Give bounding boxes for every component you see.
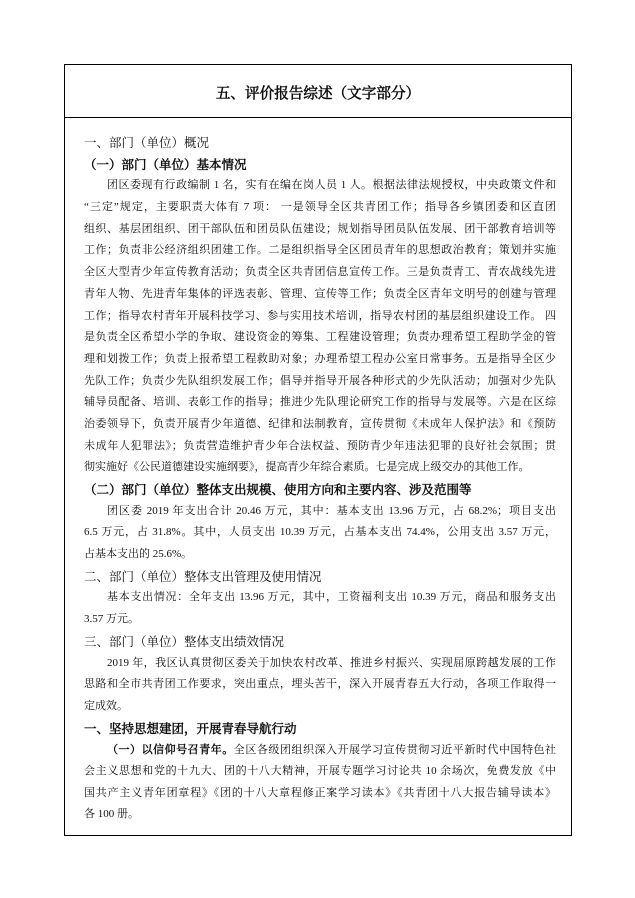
action-heading: 一、坚持思想建团，开展青春导航行动: [84, 720, 297, 736]
text-line: 思路和全市共青团工作要求，突出重点，埋头苦干，深入开展青春五大行动，各项工作取得一: [84, 678, 556, 691]
text-line: 理和划拨工作；负责上报希望工程救助对象；办理希望工程办公室日常事务。五是指导全区少: [84, 352, 556, 365]
paragraph-management: [84, 587, 556, 630]
text-line: 先队工作；负责少先队组织发展工作；倡导并指导开展各种形式的少先队活动；加强对少先队: [84, 374, 556, 387]
paragraph-performance-intro: [84, 653, 556, 718]
text-line: 是负责全区希望小学的争取、建设资金的筹集、工程建设管理；负责办理希望工程助学金的管: [84, 331, 556, 344]
text-line-remainder: 全区各级团组织深入开展学习宣传贯彻习近平新时代中国特色社: [233, 744, 556, 757]
text-line: 占基本支出的 25.6%。: [84, 548, 193, 561]
text-line: 会主义思想和党的十九大、团的十八大精神，开展专题学习讨论共 10 余场次，免费发放《中: [84, 764, 556, 777]
text-line: 未成年人犯罪法》；负责营造维护青少年合法权益、预防青少年违法犯罪的良好社会氛围；贯: [84, 439, 556, 452]
text-line: 工作；指导农村青年开展科技学习、参与实用技术培训，指导农村团的基层组织建设工作。 四: [84, 309, 556, 322]
title-row: [65, 65, 571, 118]
text-line: “三定”规定，主要职责大体有 7 项： 一是领导全区共青团工作；指导各乡镇团委和区直团: [84, 201, 556, 214]
text-line: 青年人物、先进青年集体的评选表彰、管理、宣传等工作；负责全区青年文明号的创建与管理: [84, 287, 556, 300]
text-line: 3.57 万元。: [84, 613, 139, 626]
text-line: 各 100 册。: [84, 808, 139, 821]
text-line: 治委领导下，负责开展青少年道德、纪律和法制教育，宣传贯彻《未成年人保护法》和《预防: [84, 417, 556, 430]
text-line: 全区大型青少年宣传教育活动；负责全区共青团信息宣传工作。三是负责青工、青农战线先进: [84, 266, 556, 279]
subsection-heading-basic-info: （一）部门（单位）基本情况: [84, 156, 247, 172]
lead-text: （一）以信仰号召青年。: [107, 743, 234, 757]
text-line: 6.5 万元，占 31.8%。其中，人员支出 10.39 万元，占基本支出 74.4%，公用支出 3.57 万元，: [84, 526, 556, 539]
text-line: 团区委现有行政编制 1 名，实有在编在岗人员 1 人。根据法律法规授权，中央政策文件和: [107, 179, 556, 192]
text-line: 国共产主义青年团章程》《团的十八大章程修正案学习读本》《共青团十八大报告辅导读本》: [84, 786, 556, 799]
text-line: 辅导员配备、培训、表彰工作的指导；推进少先队理论研究工作的指导与发展等。六是在区综: [84, 396, 556, 409]
text-line: 团区委 2019 年支出合计 20.46 万元，其中：基本支出 13.96 万元，占 68.2%；项目支出: [107, 504, 556, 517]
text-line: 基本支出情况：全年支出 13.96 万元，其中，工资福利支出 10.39 万元，商品和服务支出: [107, 591, 556, 604]
report-title: 五、评价报告综述（文字部分）: [215, 85, 421, 102]
report-table: [64, 64, 572, 836]
paragraph-action-1: [84, 739, 556, 826]
section-heading-overview: 一、部门（单位）概况: [84, 135, 210, 150]
paragraph-basic-info: [84, 175, 556, 479]
text-line: [84, 739, 556, 761]
paragraph-expenditure-scale: [84, 501, 556, 566]
text-line: 彻实施好《公民道德建设实施纲要》，提高青少年综合素质。七是完成上级交办的其他工作。: [84, 461, 530, 474]
section-heading-performance: 三、部门（单位）整体支出绩效情况: [84, 633, 285, 649]
text-line: 工作；负责非公经济组织团建工作。二是组织指导全区团员青年的思想政治教育；策划并实施: [84, 244, 556, 257]
section-heading-management: 二、部门（单位）整体支出管理及使用情况: [84, 568, 322, 584]
text-line: 定成效。: [84, 699, 128, 712]
subsection-heading-expenditure-scale: （二）部门（单位）整体支出规模、使用方向和主要内容、涉及范围等: [84, 482, 472, 497]
text-line: 组织、基层团组织、团干部队伍和团员队伍建设；规划指导团员队伍发展、团干部教育培训等: [84, 222, 556, 235]
text-line: 2019 年，我区认真贯彻区委关于加快农村改革、推进乡村振兴、实现屈原跨越发展的工作: [107, 656, 556, 669]
report-body: [84, 132, 556, 826]
